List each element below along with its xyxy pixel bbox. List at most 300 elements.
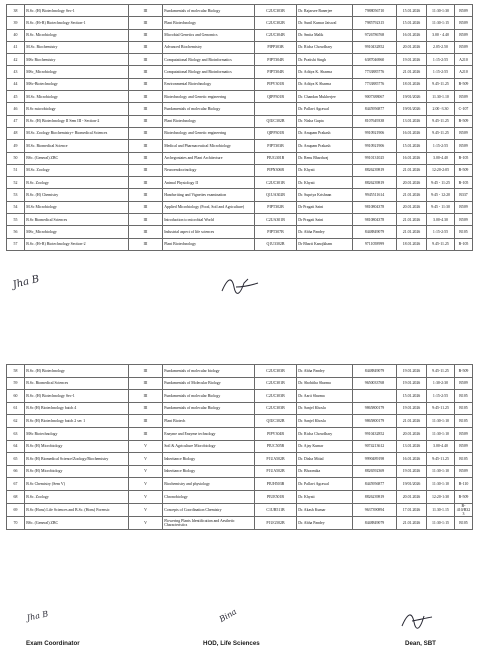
course-title-cell: Concepts of Coordination Chemistry [163, 503, 255, 517]
schedule-table-2 [6, 364, 473, 530]
course-title-cell: Fundamentals of molecular Biology [163, 103, 255, 115]
serial-number-cell: 61 [7, 402, 25, 415]
table-row [7, 103, 473, 115]
signature-hod [218, 599, 260, 639]
signature-text: Jha B [26, 609, 50, 623]
serial-number-cell: 59 [7, 377, 25, 390]
table-row [7, 214, 473, 226]
exam-coordinator-label: Exam Coordinator [26, 640, 80, 647]
exam-time-cell: 1:15-2:55 [427, 54, 455, 66]
course-code-cell: C2UA301B [255, 214, 297, 226]
semester-cell: III [129, 402, 163, 415]
teacher-name-cell: Dr Bharti Kanojkham [297, 238, 353, 250]
programme-cell: B.Sc. (H) Chemistry [25, 189, 129, 201]
teacher-name-cell: Dr. Bhoomika [297, 465, 353, 478]
programme-cell: B.Sc (H) Biotechnology batch 4 [25, 402, 129, 415]
semester-cell: III [129, 78, 163, 90]
exam-date-cell: 16.01.2026 [397, 29, 427, 41]
serial-number-cell: 47 [7, 115, 25, 127]
teacher-name-cell: Dr. Aditya K Sharma [297, 78, 353, 90]
phone-number-cell: 9945511614 [353, 189, 397, 201]
exam-date-cell: 18.01.2026 [397, 238, 427, 250]
semester-cell: III [129, 29, 163, 41]
signature-hod-sheet-1 [214, 273, 260, 299]
course-title-cell: Biotechnology and Genetic engineering [163, 127, 255, 139]
course-code-cell: Q1UA302B [255, 189, 297, 201]
room-number-cell: A210 [455, 54, 473, 66]
programme-cell: B.Sc. Microbiology [25, 29, 129, 41]
course-code-cell: C2UC304B [255, 29, 297, 41]
serial-number-cell: 43 [7, 66, 25, 78]
course-title-cell: Microbial Genetics and Genomics [163, 29, 255, 41]
semester-cell: III [129, 54, 163, 66]
table-row [7, 238, 473, 250]
serial-number-cell: 50 [7, 152, 25, 164]
exam-date-cell: 19.01.2026 [397, 465, 427, 478]
semester-cell: III [129, 152, 163, 164]
exam-date-cell: 19.01.2026 [397, 54, 427, 66]
course-code-cell: PIPN306B [255, 164, 297, 176]
course-code-cell: PIPV304B [255, 427, 297, 440]
table-row [7, 140, 473, 152]
serial-number-cell: 56 [7, 226, 25, 238]
serial-number-cell: 45 [7, 91, 25, 103]
programme-cell: B.Sc Biomedical Sciences [25, 214, 129, 226]
programme-cell: MSc Biochemistry [25, 54, 129, 66]
teacher-name-cell: Dr. Anupam Prakash [297, 127, 353, 139]
teacher-name-cell: Dr. Sunil Kumar Jaiswal [297, 17, 353, 29]
table-row [7, 453, 473, 466]
exam-date-cell: 15.01.2026 [397, 5, 427, 17]
teacher-name-cell: Dr. Smita Malik [297, 29, 353, 41]
teacher-name-cell: Dr. Abha Pandey [297, 226, 353, 238]
sheet-separator [0, 350, 480, 358]
phone-number-cell: 8826592369 [353, 465, 397, 478]
teacher-name-cell: Dr. Disha Mittal [297, 453, 353, 466]
phone-number-cell: 8826239819 [353, 164, 397, 176]
course-title-cell: Chronobiology [163, 490, 255, 503]
semester-cell: V [129, 517, 163, 530]
table-row [7, 91, 473, 103]
phone-number-cell: 9810804378 [353, 214, 397, 226]
course-title-cell: Medical and Pharmaceutical Microbiology [163, 140, 255, 152]
programme-cell: M.Sc. Zoology Biochemistry+ Biomedical Sciences [25, 127, 129, 139]
table-row [7, 440, 473, 453]
semester-cell: V [129, 453, 163, 466]
table-row [7, 127, 473, 139]
programme-cell: M.Sc. Microbiology [25, 91, 129, 103]
phone-number-cell: 9910432852 [353, 427, 397, 440]
exam-date-cell: 21.01.2026 [397, 66, 427, 78]
phone-number-cell: 9650033768 [353, 377, 397, 390]
table-row [7, 177, 473, 189]
exam-time-cell: 11:30-1:10 [427, 465, 455, 478]
room-number-cell: B509 [455, 17, 473, 29]
table-row [7, 503, 473, 517]
semester-cell: III [129, 189, 163, 201]
exam-date-cell: 19.01.2026 [397, 365, 427, 378]
exam-time-cell: 1:15-2:55 [427, 66, 455, 78]
room-number-cell: B-110 [455, 478, 473, 491]
serial-number-cell: 41 [7, 41, 25, 53]
exam-date-cell: 17.01.2026 [397, 503, 427, 517]
phone-number-cell: 9637390894 [353, 503, 397, 517]
course-code-cell: QIPP301B [255, 91, 297, 103]
exam-time-cell: 11.30-1.15 [427, 503, 455, 517]
course-title-cell: Fundamentals of molecular Biology [163, 390, 255, 403]
table-row [7, 54, 473, 66]
table-row [7, 41, 473, 53]
exam-time-cell: 9.45-11.25 [427, 78, 455, 90]
room-number-cell: B509 [455, 427, 473, 440]
serial-number-cell: 39 [7, 17, 25, 29]
room-number-cell: B-105 [455, 152, 473, 164]
serial-number-cell: 57 [7, 238, 25, 250]
course-code-cell: PIPT303B [255, 140, 297, 152]
exam-date-cell: 19.01.2026 [397, 402, 427, 415]
exam-time-cell: 9:45-11.25 [427, 402, 455, 415]
room-number-cell: B105 [455, 226, 473, 238]
table-row [7, 490, 473, 503]
table-row [7, 226, 473, 238]
table-row [7, 201, 473, 213]
programme-cell: M.Sc Microbiology [25, 201, 129, 213]
semester-cell: V [129, 465, 163, 478]
programme-cell: MSc_Microbiology [25, 226, 129, 238]
exam-date-cell: 16.01.2026 [397, 127, 427, 139]
serial-number-cell: 38 [7, 5, 25, 17]
table-row [7, 29, 473, 41]
phone-number-cell: 8445956877 [353, 478, 397, 491]
exam-date-cell: 21.01.2026 [397, 189, 427, 201]
exam-date-cell: 15.01.2026 [397, 140, 427, 152]
teacher-name-cell: Dr. Supriya Krishnan [297, 189, 353, 201]
course-title-cell: Handwriting and Vignettes examination [163, 189, 255, 201]
exam-time-cell: 11:30-1:30 [427, 5, 455, 17]
phone-number-cell: 9726786768 [353, 29, 397, 41]
teacher-name-cell: Dr. Renu Bhardwaj [297, 152, 353, 164]
exam-time-cell: 12:20-2:05 [427, 164, 455, 176]
programme-cell: MSc-Biotechnology [25, 78, 129, 90]
table-row [7, 402, 473, 415]
teacher-name-cell: Dr. Akash Kumar [297, 503, 353, 517]
course-title-cell: Fundamentals of molecular biology [163, 365, 255, 378]
signature-text: Bina [217, 607, 239, 625]
course-title-cell: Soil & Agriculture Microbiology [163, 440, 255, 453]
exam-time-cell: 11:30-1:10 [427, 478, 455, 491]
exam-time-cell: 3.00-4.40 [427, 440, 455, 453]
signature-scribble-icon [214, 273, 260, 299]
signature-text: Jha B [11, 273, 41, 291]
phone-number-cell: 7733885776 [353, 66, 397, 78]
phone-number-cell: 9910921906 [353, 140, 397, 152]
exam-time-cell: 9:45 - 11:30 [427, 201, 455, 213]
exam-time-cell: 1:15-2:55 [427, 390, 455, 403]
semester-cell: III [129, 390, 163, 403]
room-number-cell: B-509 [455, 164, 473, 176]
course-title-cell: Flowering Plants Identification and Aesthetic Characteristics [163, 517, 255, 530]
exam-time-cell: 2.05-2.50 [427, 41, 455, 53]
room-number-cell: B509 [455, 91, 473, 103]
serial-number-cell: 58 [7, 365, 25, 378]
course-code-cell: C2UC303B [255, 390, 297, 403]
course-code-cell: C2UC301B [255, 377, 297, 390]
room-number-cell: B-509 [455, 490, 473, 503]
room-number-cell: B337 [455, 189, 473, 201]
course-title-cell: Neuroendocrinology [163, 164, 255, 176]
exam-time-cell: 3.00 - 4.40 [427, 29, 455, 41]
programme-cell: B.Sc. (H) Biotechnology Sec-1 [25, 390, 129, 403]
course-code-cell: PIPT302B [255, 201, 297, 213]
teacher-name-cell: Dr. Richa Chowdhary [297, 41, 353, 53]
serial-number-cell: 49 [7, 140, 25, 152]
room-number-cell: B509 [455, 140, 473, 152]
room-number-cell: B-105 [455, 177, 473, 189]
course-code-cell [255, 103, 297, 115]
exam-time-cell: 1:15-2:55 [427, 226, 455, 238]
course-title-cell: Introduction to microbial World [163, 214, 255, 226]
course-code-cell: PIUC505B [255, 440, 297, 453]
serial-number-cell: 53 [7, 189, 25, 201]
semester-cell: III [129, 365, 163, 378]
course-title-cell: Enzyme and Enzyme technology [163, 427, 255, 440]
exam-date-cell: 20.01.2026 [397, 177, 427, 189]
exam-date-cell: 19/01/2026 [397, 103, 427, 115]
serial-number-cell: 70 [7, 517, 25, 530]
exam-date-cell: 13.01.2026 [397, 440, 427, 453]
course-code-cell: PIUE501B [255, 490, 297, 503]
programme-cell: BSc. (General) ZBC [25, 152, 129, 164]
semester-cell: III [129, 103, 163, 115]
table-row [7, 377, 473, 390]
room-number-cell: B105 [455, 415, 473, 428]
room-number-cell: A210 [455, 66, 473, 78]
table-row [7, 115, 473, 127]
course-title-cell: Applied Microbiology (Food, Soil and Agriculture) [163, 201, 255, 213]
programme-cell: BSc. (General) ZBC [25, 517, 129, 530]
exam-time-cell: 12:20-1:30 [427, 490, 455, 503]
phone-number-cell: 7733885776 [353, 78, 397, 90]
serial-number-cell: 44 [7, 78, 25, 90]
signature-exam-coordinator-sheet-1 [12, 271, 57, 304]
semester-cell: III [129, 164, 163, 176]
table-row [7, 152, 473, 164]
teacher-name-cell: Dr. Shobitha Sharma [297, 377, 353, 390]
teacher-name-cell: Dr. Aarti Sharma [297, 390, 353, 403]
teacher-name-cell: Dr. Chandan Mukherjee [297, 91, 353, 103]
table-row [7, 5, 473, 17]
phone-number-cell: 8826239819 [353, 490, 397, 503]
programme-cell: B.Sc microbiology [25, 103, 129, 115]
programme-cell: B.Sc. (H) Biotechnology [25, 365, 129, 378]
course-code-cell: QIUC302B [255, 415, 297, 428]
phone-number-cell: 7985792315 [353, 17, 397, 29]
room-number-cell: B509 [455, 41, 473, 53]
phone-number-cell: 9910131025 [353, 152, 397, 164]
course-title-cell: Plant Biotechnology [163, 17, 255, 29]
course-code-cell: C2UC303B [255, 365, 297, 378]
exam-time-cell: 1:15-2:55 [427, 140, 455, 152]
semester-cell: V [129, 503, 163, 517]
programme-cell: B.Sc (H) Microbiology [25, 440, 129, 453]
serial-number-cell: 65 [7, 453, 25, 466]
room-number-cell: B509 [455, 440, 473, 453]
serial-number-cell: 46 [7, 103, 25, 115]
phone-number-cell: 8445956877 [353, 103, 397, 115]
programme-cell: M.Sc. Biomedical Science [25, 140, 129, 152]
room-number-cell: B-410/B323 [455, 503, 473, 517]
course-code-cell: PIUG301B [255, 152, 297, 164]
room-number-cell: B509 [455, 127, 473, 139]
course-title-cell: Animal Physiology II [163, 177, 255, 189]
serial-number-cell: 52 [7, 177, 25, 189]
course-title-cell: Industrial aspect of life sciences [163, 226, 255, 238]
phone-number-cell: 9007388067 [353, 91, 397, 103]
teacher-name-cell: Dr. Nisha Gupta [297, 115, 353, 127]
table-row [7, 189, 473, 201]
exam-time-cell: 9.45-11.25 [427, 238, 455, 250]
exam-time-cell: 9.45-11.25 [427, 365, 455, 378]
exam-time-cell: 9:45 - 11:25 [427, 177, 455, 189]
course-code-cell: P1UA502B [255, 465, 297, 478]
programme-cell: MSc Biotechnology [25, 427, 129, 440]
course-code-cell: P1UG502B [255, 517, 297, 530]
course-title-cell: Fundamentals of molecular Biology [163, 5, 255, 17]
course-code-cell: PIUH503B [255, 478, 297, 491]
signature-dean [398, 608, 434, 632]
course-title-cell: Environmental Biotechnology [163, 78, 255, 90]
room-number-cell: B-509 [455, 115, 473, 127]
serial-number-cell: 54 [7, 201, 25, 213]
course-title-cell: Biochemistry and physiology [163, 478, 255, 491]
semester-cell: III [129, 127, 163, 139]
serial-number-cell: 63 [7, 427, 25, 440]
exam-date-cell: 13.01.2026 [397, 115, 427, 127]
course-title-cell: Fundamentals of molecular Biology [163, 402, 255, 415]
teacher-name-cell: Dr. Khyati [297, 177, 353, 189]
semester-cell: III [129, 238, 163, 250]
room-number-cell: B105 [455, 402, 473, 415]
programme-cell: B.Sc (H) Biomedical Science/Zoology/Biochemistry [25, 453, 129, 466]
semester-cell: III [129, 377, 163, 390]
course-title-cell: Plant Biotech [163, 415, 255, 428]
course-title-cell: Biotechnology and Genetic engineering [163, 91, 255, 103]
phone-number-cell: 9074213612 [353, 440, 397, 453]
serial-number-cell: 64 [7, 440, 25, 453]
course-code-cell: C2UC303B [255, 5, 297, 17]
semester-cell: III [129, 140, 163, 152]
table-row [7, 427, 473, 440]
exam-date-cell: 21.01.2026 [397, 214, 427, 226]
table-row [7, 365, 473, 378]
exam-date-cell: 16.01.2026 [397, 152, 427, 164]
exam-date-cell: 19/01/2026 [397, 478, 427, 491]
schedule-table-1 [6, 4, 473, 251]
semester-cell: III [129, 214, 163, 226]
course-title-cell: Plant Biotechnology [163, 238, 255, 250]
course-code-cell: PIPT304B [255, 66, 297, 78]
course-code-cell: PIPP303B [255, 41, 297, 53]
exam-date-cell: 19.01.2026 [397, 377, 427, 390]
semester-cell: III [129, 177, 163, 189]
room-number-cell: C-107 [455, 103, 473, 115]
exam-date-cell: 19/01/2026 [397, 91, 427, 103]
teacher-name-cell: Dr. Khyati [297, 490, 353, 503]
course-title-cell: Plant Biotechnology [163, 115, 255, 127]
course-title-cell: Computational Biology and Bioinformatics [163, 66, 255, 78]
table-row [7, 78, 473, 90]
exam-date-cell: 15.01.2026 [397, 17, 427, 29]
serial-number-cell: 62 [7, 415, 25, 428]
exam-time-cell: 1:30-2:30 [427, 377, 455, 390]
teacher-name-cell: Dr. Pratishi Singh [297, 54, 353, 66]
course-title-cell: Archegoniates and Plant Architecture [163, 152, 255, 164]
exam-date-cell: 20.01.2026 [397, 201, 427, 213]
exam-time-cell: 2.00 -3.30 [427, 103, 455, 115]
semester-cell: III [129, 66, 163, 78]
signature-scribble-icon [398, 608, 434, 632]
semester-cell: V [129, 478, 163, 491]
programme-cell: B.Sc. (H) Biotechnology Sec-1 [25, 5, 129, 17]
exam-date-cell: 21.01.2026 [397, 517, 427, 530]
programme-cell: B.Sc. (H+R) Biotechnology Section-2 [25, 238, 129, 250]
programme-cell: M.Sc. Biochemistry [25, 41, 129, 53]
course-code-cell: C1UB511B [255, 503, 297, 517]
exam-time-cell: 9:45-11.25 [427, 453, 455, 466]
course-code-cell: Q1U3302B [255, 238, 297, 250]
serial-number-cell: 42 [7, 54, 25, 66]
teacher-name-cell: Dr. Ajay Kumar [297, 440, 353, 453]
table-row [7, 517, 473, 530]
serial-number-cell: 60 [7, 390, 25, 403]
phone-number-cell: 7988056710 [353, 5, 397, 17]
teacher-name-cell: Dr. Khyati [297, 164, 353, 176]
table-row [7, 478, 473, 491]
table-row [7, 465, 473, 478]
teacher-name-cell: Dr. Abha Pandey [297, 517, 353, 530]
programme-cell: B.Sc (H) Microbiology [25, 465, 129, 478]
exam-date-cell: 20.01.2026 [397, 490, 427, 503]
teacher-name-cell: Dr. Abha Pandey [297, 365, 353, 378]
room-number-cell: B509 [455, 5, 473, 17]
teacher-name-cell: Dr. Aditya K. Sharma [297, 66, 353, 78]
teacher-name-cell: Dr. Sanjel Khosla [297, 402, 353, 415]
course-code-cell: QIPP301B [255, 127, 297, 139]
course-code-cell: PIPT304B [255, 54, 297, 66]
programme-cell: B.Sc. (H) Biotechnology II Sem III - Section-2 [25, 115, 129, 127]
exam-time-cell: 11.30-1.10 [427, 91, 455, 103]
course-title-cell: Advanced Biochemistry [163, 41, 255, 53]
exam-date-cell: 16.01.2026 [397, 453, 427, 466]
phone-number-cell: 8826239819 [353, 177, 397, 189]
serial-number-cell: 66 [7, 465, 25, 478]
programme-cell: B.Sc. (H+R) Biotechnology Section-1 [25, 17, 129, 29]
teacher-name-cell: Dr Pragati Saini [297, 214, 353, 226]
table-row [7, 17, 473, 29]
programme-cell: B.Sc. Zoology [25, 490, 129, 503]
course-code-cell: PIPV301B [255, 78, 297, 90]
room-number-cell: B-509 [455, 78, 473, 90]
programme-cell: B.Sc. Biomedical Sciences [25, 377, 129, 390]
phone-number-cell: 8448849079 [353, 365, 397, 378]
phone-number-cell: 9910432852 [353, 41, 397, 53]
programme-cell: MSc_Microbiology [25, 66, 129, 78]
schedule-sheet-2 [6, 364, 472, 530]
course-code-cell: C2UC302B [255, 17, 297, 29]
hod-label: HOD, Life Sciences [203, 640, 260, 647]
teacher-name-cell: Dr. Rajarsee Banerjee [297, 5, 353, 17]
table-row [7, 66, 473, 78]
